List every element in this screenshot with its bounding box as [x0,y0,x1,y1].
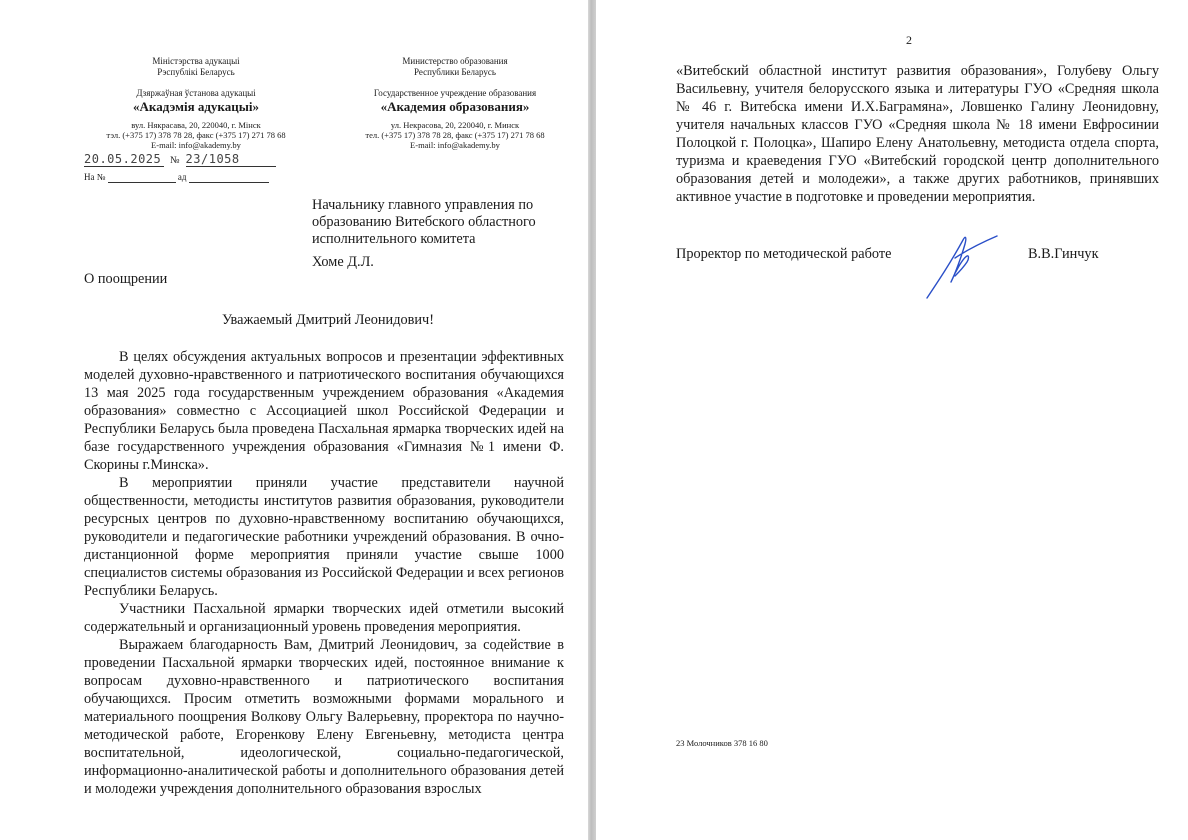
registration-line [84,150,284,168]
institution-type: Государственное учреждение образования [373,88,537,98]
footer-note: 23 Молочников 378 16 80 [676,738,768,748]
institution-name: «Акадэмія адукацыі» [133,99,259,114]
signer-title: Проректор по методической работе [676,246,892,262]
addressee-line-3: исполнительного комитета [312,231,476,247]
ref-from-label: ад [177,172,187,182]
handwritten-date: 20.05.2025 [84,152,164,167]
institution-name: «Академия образования» [380,99,530,114]
continuation-text-block [676,62,1159,206]
letter-page-1 [0,0,588,840]
page-number: 2 [906,33,912,47]
addressee-name: Хоме Д.Л. [312,254,374,270]
paragraph-4: Выражаем благодарность Вам, Дмитрий Леонидович, за содействие в проведении Пасхальной ярмарки творческих идей, постоянное внимание к вопросам духовно-нравственного и патриотического воспитания обучающихся. Просим отметить возможными формами морального и материального поощрения Волкову Ольгу Валерьевну, проректора по научно-методической работе, Егоренкову Елену Евгеньевну, методиста центра воспитательной, идеологической, социально-педагогической, информационно-аналитической работы и дополнительного образования детей и молодежи учреждения дополнительного образования взрослых [84,637,564,797]
ref-blank [108,172,176,183]
letter-body [84,348,564,798]
handwritten-number: 23/1058 [186,152,276,167]
ministry-label: Министерство образования [402,56,508,66]
ref-from-blank [189,172,269,183]
letter-page-2 [596,0,1188,840]
republic-label: Рэспублікі Беларусь [157,67,235,77]
salutation: Уважаемый Дмитрий Леонидович! [222,312,434,328]
ref-label: На № [84,172,106,182]
paragraph-3: Участники Пасхальной ярмарки творческих идей отметили высокий содержательный и организационный уровень проведения мероприятия. [84,601,564,635]
letterhead-russian [340,56,570,150]
paragraph-2: В мероприятии приняли участие представители научной общественности, методисты институтов развития образования, руководители ресурсных центров по духовно-нравственному воспитанию обучающихся, руководители и педагогические работники учреждений образования. В очно-дистанционной форме мероприятия приняли участие свыше 1000 специалистов системы образования из Российской Федерации и всех регионов Республики Беларусь. [84,475,564,599]
email: E-mail: info@akademy.by [410,140,500,150]
page-gutter [588,0,596,840]
institution-type: Дзяржаўная ўстанова адукацыі [136,88,256,98]
addressee-block [312,197,572,271]
address: вул. Някрасава, 20, 220040, г. Мінск [131,120,261,130]
letterhead-belarusian [68,56,324,150]
republic-label: Республики Беларусь [413,67,497,77]
signature-image [921,228,1001,304]
signature-stroke [927,236,997,298]
continuation-paragraph: «Витебский областной институт развития образования», Голубеву Ольгу Васильевну, учителя белорусского языка и литературы ГУО «Средняя школа № 46 г. Витебска имени И.Х.Баграмяна», Ловшенко Галину Леонидовну, учителя начальных классов ГУО «Средняя школа № 18 имени Евфросинии Полоцкой г. Полоцка», Шапиро Елену Анатольевну, методиста отдела спорта, туризма и краеведения ГУО «Витебский городской центр дополнительного образования детей и молодежи», а также других работников, принявших активное участие в подготовке и проведении мероприятия. [676,63,1159,205]
paragraph-1: В целях обсуждения актуальных вопросов и презентации эффективных моделей духовно-нравственного и патриотического воспитания обучающихся 13 мая 2025 года государственным учреждением образования «Академия образования» совместно с Ассоциацией школ Российской Федерации и Республики Беларусь была проведена Пасхальная ярмарка творческих идей на базе государственного учреждения образования «Гимназия №1 имени Ф. Скорины г.Минска». [84,349,564,473]
ministry-label: Міністэрства адукацыі [152,56,240,66]
phone: тел. (+375 17) 378 78 28, факс (+375 17) 271 78 68 [365,130,545,140]
reference-line [84,172,284,186]
addressee-line-2: образованию Витебского областного [312,214,536,230]
addressee-line-1: Начальнику главного управления по [312,197,534,213]
signer-name: В.В.Гинчук [1028,246,1099,262]
number-label: № [170,155,180,166]
email: E-mail: info@akademy.by [151,140,241,150]
phone: тэл. (+375 17) 378 78 28, факс (+375 17) 271 78 68 [106,130,286,140]
subject-line: О поощрении [84,271,168,287]
address: ул. Некрасова, 20, 220040, г. Минск [390,120,520,130]
